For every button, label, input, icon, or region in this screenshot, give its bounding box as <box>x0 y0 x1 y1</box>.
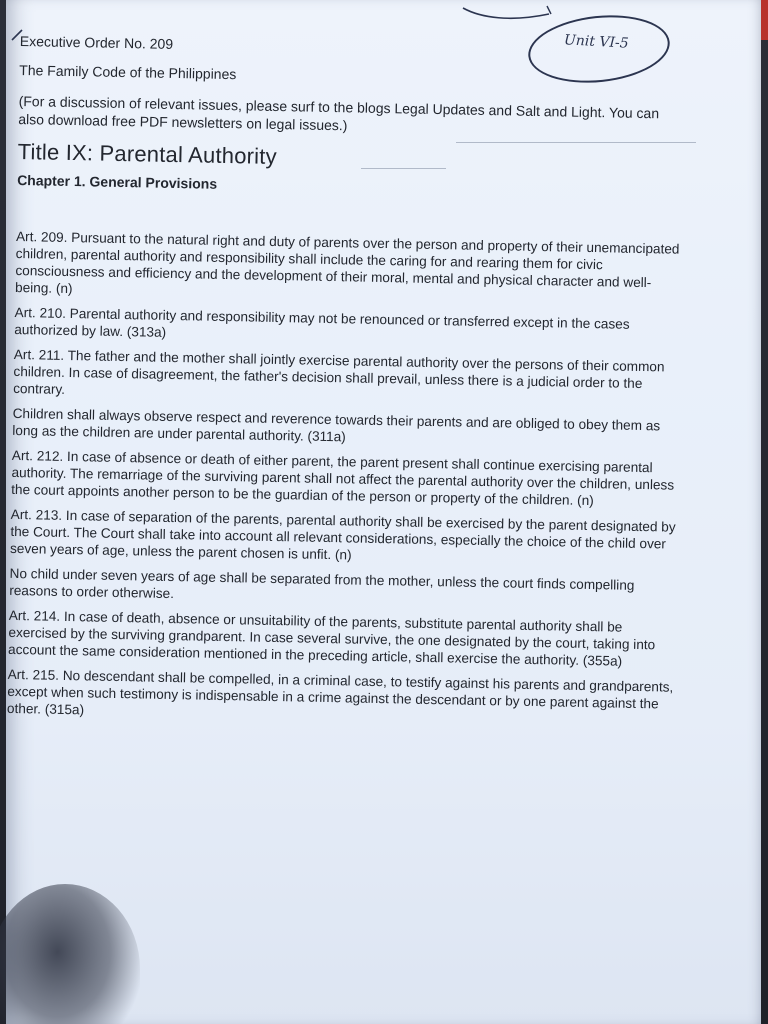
article-paragraph: Children shall always observe respect and reverence towards their parents and are obliged to obey them as long as the children are under parental authority. (311a) <box>12 405 661 445</box>
blog-note: (For a discussion of relevant issues, please surf to the blogs Legal Updates and Salt and Light. You can also download free PDF newsletters on legal issues.) <box>18 92 660 134</box>
order-number: Executive Order No. 209 <box>19 32 174 52</box>
article-paragraph: Art. 212. In case of absence or death of either parent, the parent present shall continue exercising parental authority. The remarriage of the surviving parent shall not affect the parental authority over the children, unless the court appoints another person to be the guardian of the person or property of the children. (n) <box>11 447 675 509</box>
article-paragraph: Art. 211. The father and the mother shall jointly exercise parental authority over the persons of their common children. In case of disagreement, the father's decision shall prevail, unless there is a judicial order to the contrary. <box>13 346 665 397</box>
code-name: The Family Code of the Philippines <box>19 61 237 83</box>
paper-sheet <box>6 0 761 1024</box>
article-paragraph: Art. 209. Pursuant to the natural right and duty of parents over the person and property of their unemancipated children, parental authority and responsibility shall include the caring for and rearing them for civic consciousness and efficiency and the development of their moral, mental and physical character and well-being. (n) <box>14 228 680 297</box>
article-paragraph: Art. 214. In case of death, absence or unsuitability of the parents, substitute parental authority shall be exercised by the surviving grandparent. In case several survive, the one designated by the court, taking into account the same consideration mentioned in the preceding article, shall exercise the authority. (355a) <box>8 607 656 669</box>
article-paragraph: Art. 213. In case of separation of the parents, parental authority shall be exercised by the parent designated by the Court. The Court shall take into account all relevant considerations, especially the choice of the child over seven years of age, unless the parent chosen is unfit. (n) <box>9 506 676 563</box>
article-paragraph: Art. 210. Parental authority and responsibility may not be renounced or transferred except in the cases authorized by law. (313a) <box>14 304 630 340</box>
document-page <box>7 32 688 738</box>
handwritten-unit-label: Unit VI-5 <box>563 32 630 52</box>
pen-scribble-top <box>461 0 561 24</box>
article-paragraph: No child under seven years of age shall be separated from the mother, unless the court finds compelling reasons to order otherwise. <box>9 565 635 602</box>
document-title: Title IX: Parental Authority <box>17 138 278 169</box>
chapter-heading: Chapter 1. General Provisions <box>17 171 218 192</box>
article-paragraph: Art. 215. No descendant shall be compelled, in a criminal case, to testify against his parents and grandparents, except when such testimony is indispensable in a crime against the descendant or by one parent against the other. (315a) <box>6 666 674 718</box>
